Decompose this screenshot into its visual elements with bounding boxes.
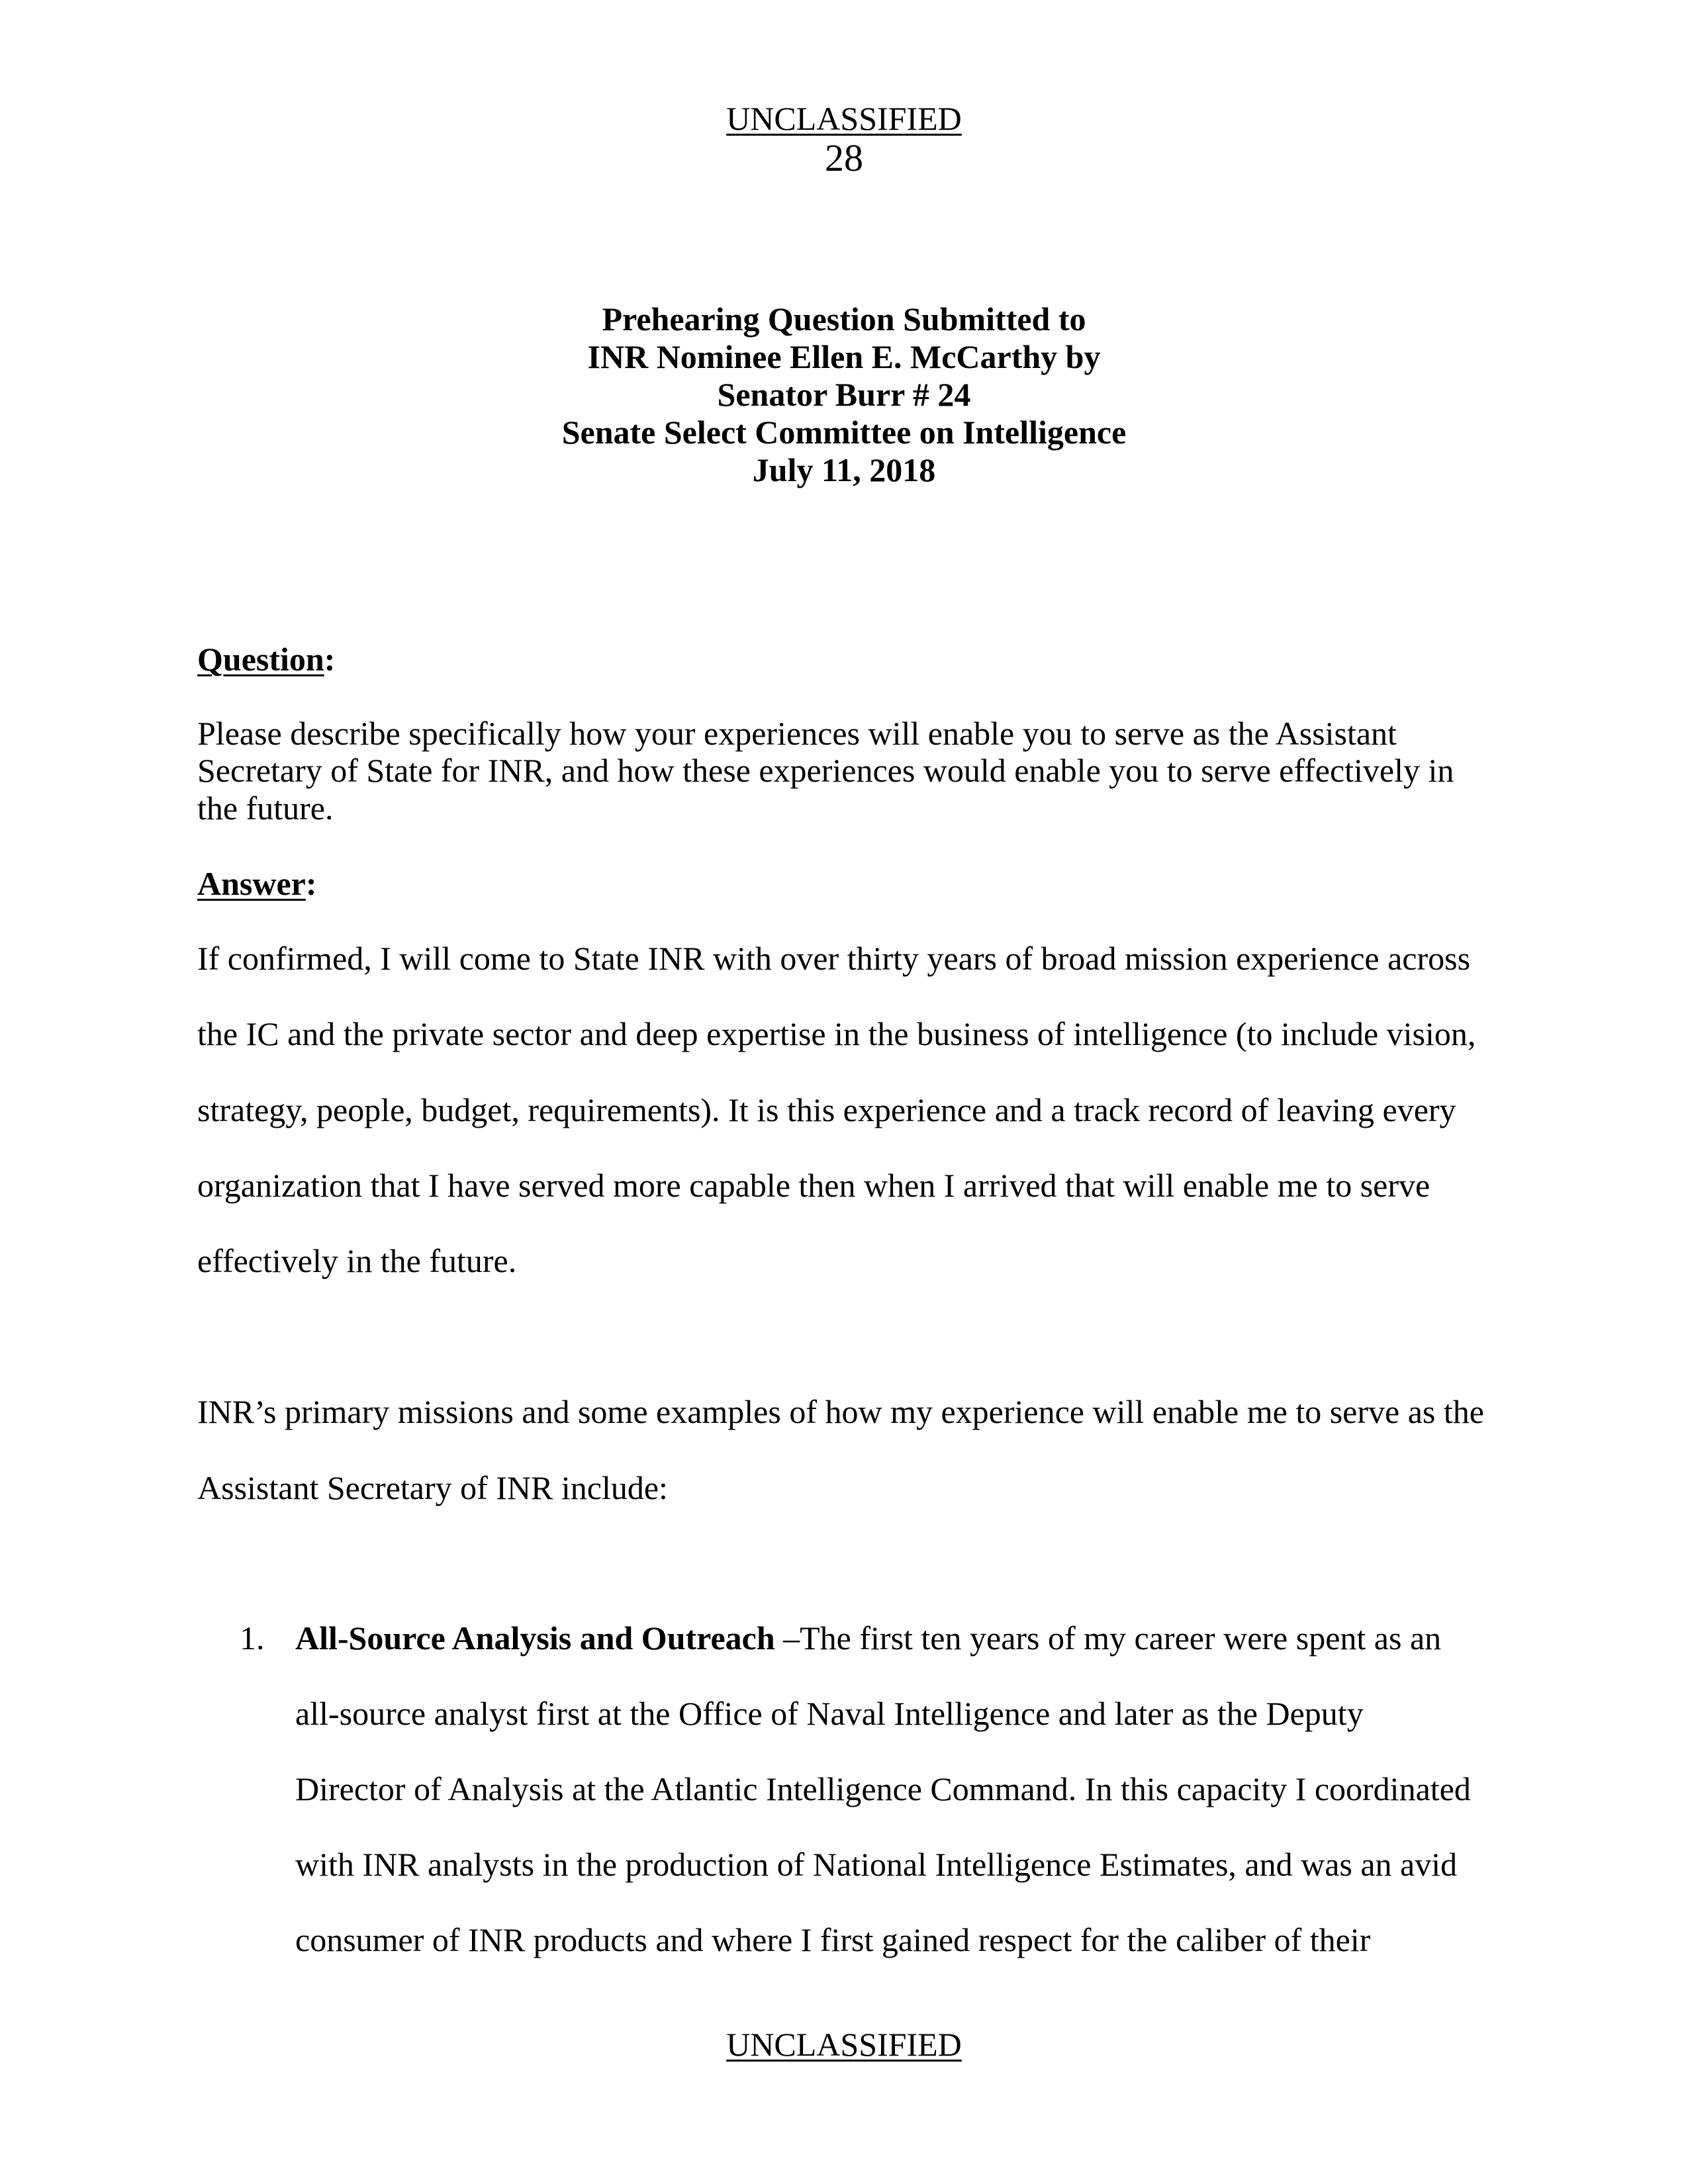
answer-colon: : [305,865,317,902]
answer-line: effectively in the future. [197,1242,517,1279]
list-item-first-line [295,1619,1441,1657]
page-number: 28 [825,136,863,179]
question-heading [197,640,335,678]
question-line: the future. [197,790,334,827]
question-line: Secretary of State for INR, and how these experiences would enable you to serve effectively in [197,752,1454,789]
answer-line: organization that I have served more capable then when I arrived that will enable me to serve [197,1167,1430,1204]
title-line: Senate Select Committee on Intelligence [561,414,1127,451]
answer-label: Answer [197,865,306,902]
list-item-line: with INR analysts in the production of National Intelligence Estimates, and was an avid [295,1846,1458,1883]
question-line: Please describe specifically how your experiences will enable you to serve as the Assistant [197,715,1397,752]
answer-line: If confirmed, I will come to State INR with over thirty years of broad mission experience across [197,940,1471,977]
list-item-text: –The first ten years of my career were spent as an [774,1619,1442,1657]
header-classification: UNCLASSIFIED [726,100,962,137]
title-line: Prehearing Question Submitted to [602,300,1086,338]
question-colon: : [324,641,336,678]
list-item-line: consumer of INR products and where I first gained respect for the caliber of their [295,1921,1371,1958]
list-item-line: all-source analyst first at the Office of Naval Intelligence and later as the Deputy [295,1695,1364,1732]
title-line: July 11, 2018 [752,451,936,488]
answer-line: strategy, people, budget, requirements). It is this experience and a track record of leaving every [197,1091,1456,1128]
answer-heading [197,864,317,903]
title-line: INR Nominee Ellen E. McCarthy by [587,338,1101,375]
answer-line: the IC and the private sector and deep expertise in the business of intelligence (to include vision, [197,1015,1476,1052]
footer-classification: UNCLASSIFIED [726,2026,962,2063]
question-label: Question [197,641,324,678]
list-number: 1. [240,1619,265,1657]
answer-line: Assistant Secretary of INR include: [197,1469,668,1506]
list-item-line: Director of Analysis at the Atlantic Intelligence Command. In this capacity I coordinated [295,1770,1471,1807]
answer-line: INR’s primary missions and some examples of how my experience will enable me to serve as the [197,1393,1484,1430]
list-item-heading: All-Source Analysis and Outreach [295,1619,775,1657]
title-line: Senator Burr # 24 [717,376,971,413]
